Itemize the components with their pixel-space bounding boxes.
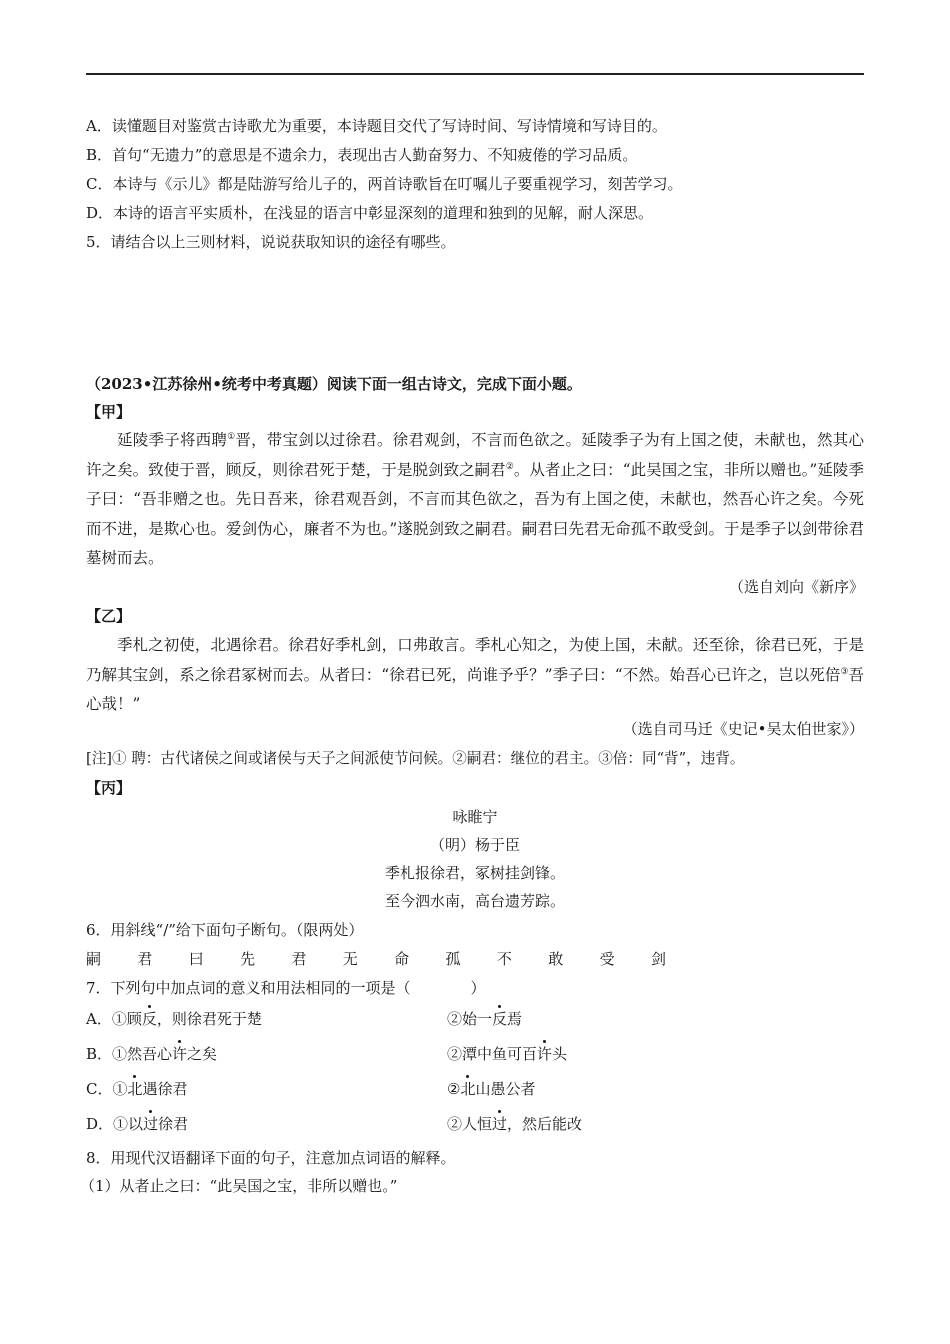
question-8: 8．用现代汉语翻译下面的句子，注意加点词语的解释。 xyxy=(86,1149,456,1167)
q6-char: 君 xyxy=(137,950,153,968)
question-5: 5．请结合以上三则材料，说说获取知识的途径有哪些。 xyxy=(86,233,456,251)
label-bing: 【丙】 xyxy=(86,779,132,797)
question-6: 6．用斜线“/”给下面句子断句。（限两处） xyxy=(86,921,364,939)
q6-char: 敢 xyxy=(548,950,564,968)
q6-char: 先 xyxy=(240,950,256,968)
option-c: C．本诗与《示儿》都是陆游写给儿子的，两首诗歌旨在叮嘱儿子要重视学习，刻苦学习。 xyxy=(86,175,683,193)
poem-line-1: 季札报徐君，冢树挂剑锋。 xyxy=(384,864,565,882)
q6-char: 曰 xyxy=(188,950,204,968)
q6-char: 命 xyxy=(394,950,410,968)
poem-author: （明）杨于臣 xyxy=(429,836,520,854)
q7-option-b-left: B．①然吾心许之矣 xyxy=(86,1045,218,1063)
section-title: （2023•江苏徐州•统考中考真题）阅读下面一组古诗文，完成下面小题。 xyxy=(86,375,582,393)
q7-option-c-left: C．①北遇徐君 xyxy=(86,1080,188,1098)
poem-line-2: 至今泗水南，高台遗芳踪。 xyxy=(384,892,565,910)
q7-option-a-right: ②始一反焉 xyxy=(447,1010,523,1028)
q7-option-a-left: A．①顾反，则徐君死于楚 xyxy=(86,1010,262,1028)
label-jia: 【甲】 xyxy=(86,403,132,421)
q6-char: 剑 xyxy=(650,950,666,968)
passage-jia: 延陵季子将西聘①晋，带宝剑以过徐君。徐君观剑，不言而色欲之。延陵季子为有上国之使，未献也，然其心许之矣。致使于晋，顾反，则徐君死于楚，于是脱剑致之嗣君②。从者止之曰：“此吴国之宝，非所以赠也。”延陵季子曰：“吾非赠之也。先日吾来，徐君观吾剑，不言而其色欲之，吾为有上国之使，未献也，然吾心许之矣。今死而不进，是欺心也。爱剑伪心，廉者不为也。”遂脱剑致之嗣君。嗣君曰先君无命孤不敢受剑。于是季子以剑带徐君墓树而去。 xyxy=(86,431,864,567)
q7-option-b-right: ②潭中鱼可百许头 xyxy=(447,1045,568,1063)
question-8-1: （1）从者止之曰：“此吴国之宝，非所以赠也。” xyxy=(80,1177,398,1195)
option-d: D．本诗的语言平实质朴，在浅显的语言中彰显深刻的道理和独到的见解，耐人深思。 xyxy=(86,204,654,222)
passage-yi: 季札之初使，北遇徐君。徐君好季札剑，口弗敢言。季札心知之，为使上国，未献。还至徐，徐君已死，于是乃解其宝剑，系之徐君冢树而去。从者曰：“徐君已死，尚谁予乎？”季子曰：“不然。始吾心已许之，岂以死倍③吾心哉！” xyxy=(86,636,864,713)
label-yi: 【乙】 xyxy=(86,607,132,625)
q6-char: 君 xyxy=(291,950,307,968)
source-jia: （选自刘向《新序》 xyxy=(728,578,864,596)
q6-char: 孤 xyxy=(445,950,461,968)
q7-option-d-left: D．①以过徐君 xyxy=(86,1115,189,1133)
header-rule xyxy=(86,73,864,75)
q7-option-c-right: ②北山愚公者 xyxy=(447,1080,536,1098)
q6-sentence xyxy=(86,948,666,970)
q6-char: 不 xyxy=(496,950,512,968)
notes: [注]① 聘：古代诸侯之间或诸侯与天子之间派使节问候。②嗣君：继位的君主。③倍：同“背”，违背。 xyxy=(86,750,745,767)
q6-char: 受 xyxy=(599,950,615,968)
q6-char: 无 xyxy=(342,950,358,968)
q7-option-d-right: ②人恒过，然后能改 xyxy=(447,1115,583,1133)
source-yi: （选自司马迁《史记•吴太伯世家》） xyxy=(622,720,864,738)
question-7: 7．下列句中加点词的意义和用法相同的一项是（ ） xyxy=(86,979,486,997)
poem-title: 咏睢宁 xyxy=(452,808,498,826)
q6-char: 嗣 xyxy=(86,950,102,968)
option-a: A．读懂题目对鉴赏古诗歌尤为重要，本诗题目交代了写诗时间、写诗情境和写诗目的。 xyxy=(86,117,667,135)
option-b: B．首句“无遗力”的意思是不遗余力，表现出古人勤奋努力、不知疲倦的学习品质。 xyxy=(86,146,638,164)
